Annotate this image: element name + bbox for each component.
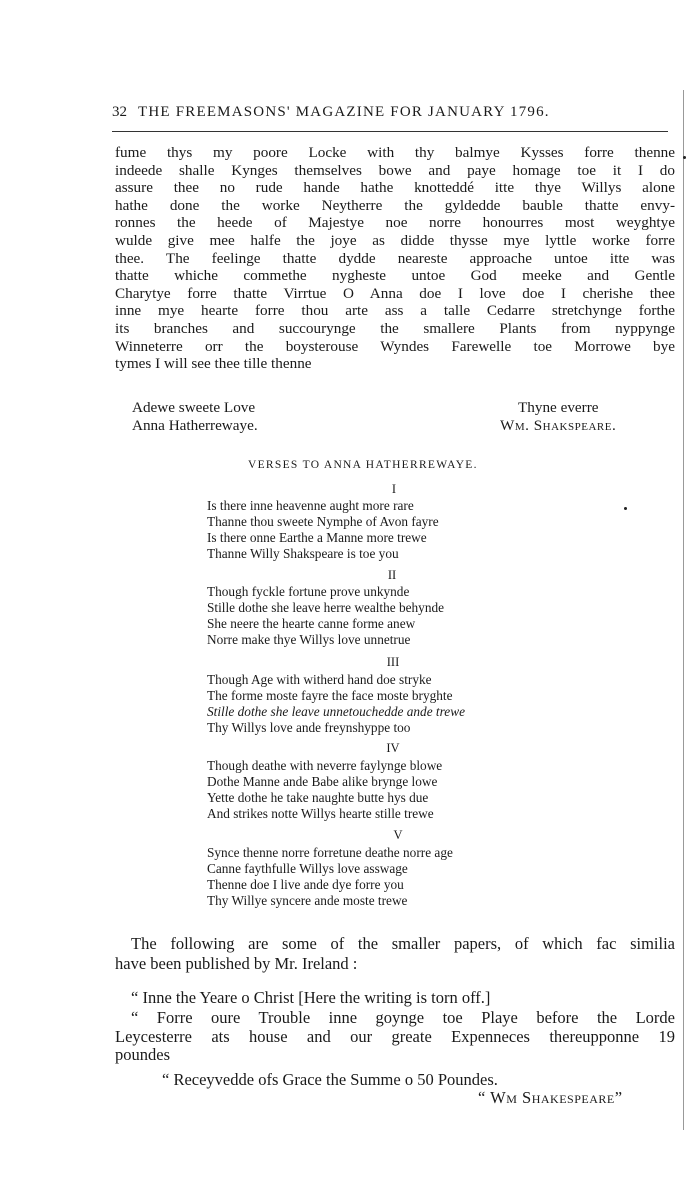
verse-line: Though Age with witherd hand doe stryke [207, 672, 432, 687]
verse-line: Thanne Willy Shakspeare is toe you [207, 546, 399, 561]
paper-line: “ Receyvedde ofs Grace the Summe o 50 Poundes. [162, 1070, 498, 1089]
running-header [112, 104, 668, 128]
paper-line: “ Forre oure Trouble inne goynge toe Playe before the Lorde [131, 1008, 675, 1027]
letter-line: thatte whiche commethe nygheste untoe God meeke and Gentle [115, 267, 675, 285]
paper-line: poundes [115, 1045, 170, 1064]
verse-line: Thenne doe I live ande dye forre you [207, 877, 404, 892]
paper-signature: “ Wm Shakespeare” [478, 1088, 623, 1107]
letter-body [115, 144, 675, 373]
verse-line: Synce thenne norre forretune deathe norre age [207, 845, 453, 860]
verse-line: Thanne thou sweete Nymphe of Avon fayre [207, 514, 439, 529]
verse-line: Though deathe with neverre faylynge blowe [207, 758, 443, 773]
closing-addressee: Anna Hatherrewaye. [132, 417, 258, 434]
letter-line: thee. The feelinge thatte dydde neareste approache untoe itte was [115, 249, 675, 267]
verse-line: Is there inne heavenne aught more rare [207, 498, 414, 513]
letter-line: hathe done the worke Neytherre the gyldedde bauble thatte envy- [115, 196, 675, 214]
ink-speck [683, 156, 686, 159]
letter-line: Charytye forre thatte Virrtue O Anna doe I love doe I cherishe thee [115, 284, 675, 302]
verse-line: She neere the hearte canne forme anew [207, 616, 416, 631]
running-title: THE FREEMASONS' MAGAZINE FOR JANUARY 1796. [138, 104, 550, 120]
closing-signature: Wm. Shakspeare. [500, 417, 617, 434]
papers-intro-line: have been published by Mr. Ireland : [115, 954, 358, 973]
letter-line: its branches and succourynge the smallere Plants from nyppynge [115, 319, 675, 337]
verse-line: Stille dothe she leave unnetouchedde ande trewe [207, 704, 465, 719]
letter-line: assure thee no rude hande hathe knotteddé itte thye Willys alone [115, 179, 675, 197]
page-edge-shadow [683, 90, 684, 1130]
closing-valediction: Thyne everre [518, 399, 599, 416]
letter-line: ronnes the heede of Majestye noe norre honourres most weyghtye [115, 214, 675, 232]
paper-line: “ Inne the Yeare o Christ [Here the writing is torn off.] [131, 988, 491, 1007]
stanza-numeral: I [391, 482, 397, 496]
header-rule [112, 131, 668, 132]
stanza-numeral: IV [386, 741, 400, 755]
verse-line: Though fyckle fortune prove unkynde [207, 584, 410, 599]
letter-line: wulde give mee halfe the joye as didde thysse mye lyttle worke forre [115, 231, 675, 249]
letter-line: inne mye hearte forre thou arte ass a talle Cedarre stretchynge forthe [115, 302, 675, 320]
verse-line: The forme moste fayre the face moste bryghte [207, 688, 453, 703]
papers-intro-line: The following are some of the smaller papers, of which fac similia [131, 934, 675, 953]
verse-line: Canne faythfulle Willys love asswage [207, 861, 408, 876]
paper-line: Leycesterre ats house and our greate Expenneces thereupponne 19 [115, 1027, 675, 1046]
verse-line: Thy Willye syncere ande moste trewe [207, 893, 408, 908]
verse-line: Norre make thye Willys love unnetrue [207, 632, 411, 647]
page-number: 32 [112, 104, 127, 120]
letter-line: fume thys my poore Locke with thy balmye Kysses forre thenne [115, 144, 675, 161]
stanza-numeral: II [387, 568, 397, 582]
letter-line: indeede shalle Kynges themselves bowe and paye homage toe it I do [115, 161, 675, 179]
closing-salutation: Adewe sweete Love [132, 399, 256, 416]
verse-line: Is there onne Earthe a Manne more trewe [207, 530, 427, 545]
verse-line: Yette dothe he take naughte butte hys due [207, 790, 429, 805]
verse-line: Stille dothe she leave herre wealthe behynde [207, 600, 445, 615]
verse-line: And strikes notte Willys hearte stille trewe [207, 806, 434, 821]
verse-line: Thy Willys love ande freynshyppe too [207, 720, 411, 735]
stanza-numeral: V [393, 828, 403, 842]
verse-line: Dothe Manne ande Babe alike brynge lowe [207, 774, 438, 789]
letter-line: Winneterre orr the boysterouse Wyndes Farewelle toe Morrowe bye [115, 337, 675, 355]
ink-speck [624, 507, 627, 510]
stanza-numeral: III [386, 655, 400, 669]
verses-title: VERSES TO ANNA HATHERREWAYE. [248, 459, 478, 471]
letter-line: tymes I will see thee tille thenne [115, 355, 312, 373]
